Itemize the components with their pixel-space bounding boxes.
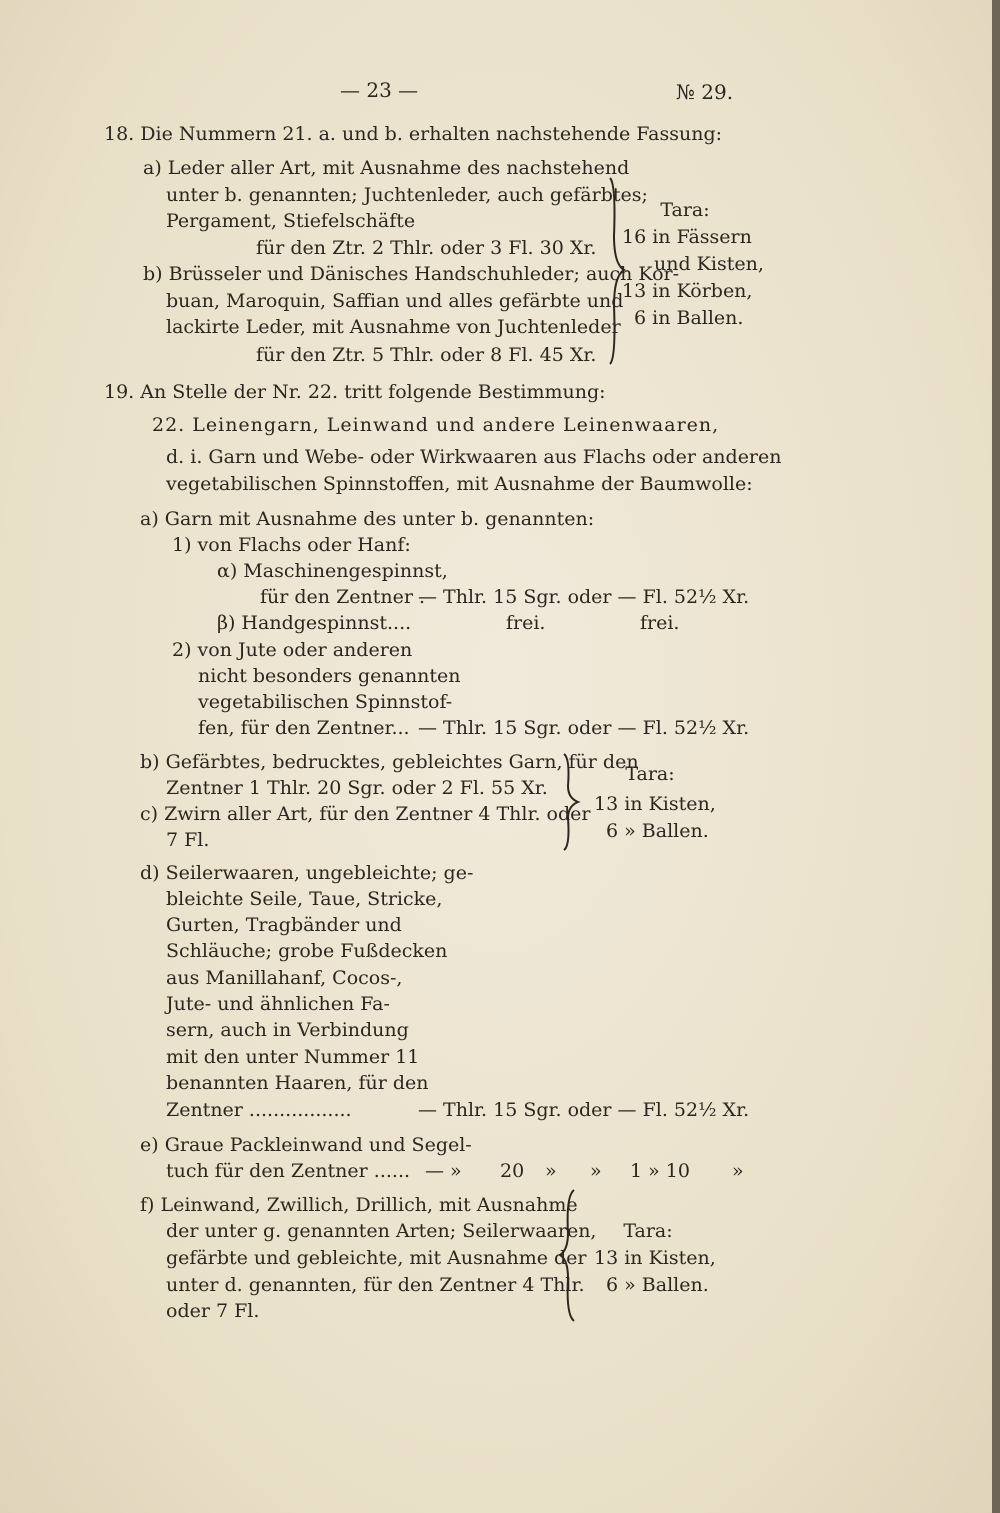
s19-d-line-10: Zentner ................. [166, 1099, 352, 1121]
s18-a-line-1: a) Leder aller Art, mit Ausnahme des nachstehend [143, 157, 630, 179]
s19-intro-1: d. i. Garn und Webe- oder Wirkwaaren aus Flachs oder anderen [166, 446, 782, 468]
s18-tara-line-2: und Kisten, [654, 253, 764, 275]
s18-b-line-4: für den Ztr. 5 Thlr. oder 8 Fl. 45 Xr. [256, 344, 597, 366]
s19-bc-tara-2: 6 » Ballen. [606, 820, 709, 842]
s19-d-line-6: Jute- und ähnlichen Fa- [166, 993, 390, 1015]
s18-a-line-4: für den Ztr. 2 Thlr. oder 3 Fl. 30 Xr. [256, 237, 597, 259]
section-19-heading: 19. An Stelle der Nr. 22. tritt folgende Bestimmung: [104, 381, 606, 403]
s18-tara-line-4: 6 in Ballen. [634, 307, 744, 329]
s19-e-rate-3: » [545, 1160, 557, 1182]
s19-f-line-5: oder 7 Fl. [166, 1300, 260, 1322]
s18-b-line-2: buan, Maroquin, Saffian und alles gefärbte und [166, 290, 624, 312]
s18-tara-label: Tara: [660, 199, 710, 221]
s19-a1-alpha: α) Maschinengespinnst, [217, 560, 448, 582]
s19-a2-rate: — Thlr. 15 Sgr. oder — Fl. 52½ Xr. [418, 717, 750, 739]
s19-a-heading: a) Garn mit Ausnahme des unter b. genannten: [140, 508, 595, 530]
s19-a2-line-2: nicht besonders genannten [198, 665, 461, 687]
s19-bc-tara-brace [556, 752, 586, 852]
s19-d-line-7: sern, auch in Verbindung [166, 1019, 409, 1041]
s19-e-rate-2: 20 [500, 1160, 525, 1182]
s19-b-line-1: b) Gefärbtes, bedrucktes, gebleichtes Garn, für den [140, 751, 639, 773]
s19-e-rate-5: 1 » 10 [630, 1160, 690, 1182]
s19-b-line-2: Zentner 1 Thlr. 20 Sgr. oder 2 Fl. 55 Xr. [166, 777, 548, 799]
s19-f-line-1: f) Leinwand, Zwillich, Drillich, mit Ausnahme [140, 1194, 578, 1216]
s19-f-tara-1: 13 in Kisten, [594, 1247, 716, 1269]
s19-a1-beta-frei-1: frei. [506, 612, 546, 634]
s19-d-line-4: Schläuche; grobe Fußdecken [166, 940, 448, 962]
s19-a1-alpha-unit: für den Zentner . [260, 586, 426, 608]
s19-e-rate-1: — » [425, 1160, 462, 1182]
s19-e-line-1: e) Graue Packleinwand und Segel- [140, 1134, 472, 1156]
s19-d-line-3: Gurten, Tragbänder und [166, 914, 402, 936]
s19-a1-beta: β) Handgespinnst.... [217, 612, 412, 634]
s19-e-rate-6: » [732, 1160, 744, 1182]
s19-title: 22. Leinengarn, Leinwand und andere Leinenwaaren, [152, 414, 720, 436]
section-18-heading: 18. Die Nummern 21. a. und b. erhalten nachstehende Fassung: [104, 123, 723, 145]
s19-f-tara-2: 6 » Ballen. [606, 1274, 709, 1296]
s19-f-tara-brace [556, 1188, 586, 1323]
s18-tara-line-3: 13 in Körben, [622, 280, 753, 302]
s18-a-line-2: unter b. genannten; Juchtenleder, auch gefärbtes; [166, 184, 648, 206]
s19-c-line-2: 7 Fl. [166, 829, 210, 851]
s19-f-line-2: der unter g. genannten Arten; Seilerwaaren, [166, 1220, 597, 1242]
page-number: — 23 — [340, 78, 419, 102]
s19-d-line-5: aus Manillahanf, Cocos-, [166, 967, 403, 989]
s19-d-line-2: bleichte Seile, Taue, Stricke, [166, 888, 443, 910]
s19-intro-2: vegetabilischen Spinnstoffen, mit Ausnahme der Baumwolle: [166, 473, 753, 495]
s19-bc-tara-label: Tara: [625, 763, 675, 785]
s19-e-rate-4: » [590, 1160, 602, 1182]
s19-a1: 1) von Flachs oder Hanf: [172, 534, 411, 556]
s19-f-tara-label: Tara: [623, 1220, 673, 1242]
s18-tara-line-1: 16 in Fässern [622, 226, 752, 248]
s19-d-line-1: d) Seilerwaaren, ungebleichte; ge- [140, 862, 474, 884]
s18-b-line-1: b) Brüsseler und Dänisches Handschuhleder; auch Kor- [143, 263, 680, 285]
issue-number: № 29. [676, 80, 734, 104]
s19-e-line-2: tuch für den Zentner ...... [166, 1160, 411, 1182]
s19-a2-line-3: vegetabilischen Spinnstof- [198, 691, 453, 713]
s19-a1-beta-frei-2: frei. [640, 612, 680, 634]
s19-d-rate: — Thlr. 15 Sgr. oder — Fl. 52½ Xr. [418, 1099, 750, 1121]
page-edge [992, 0, 1000, 1513]
s19-f-line-3: gefärbte und gebleichte, mit Ausnahme der [166, 1247, 587, 1269]
s18-b-line-3: lackirte Leder, mit Ausnahme von Juchtenleder [166, 316, 621, 338]
s19-a1-alpha-rate: — Thlr. 15 Sgr. oder — Fl. 52½ Xr. [418, 586, 750, 608]
s19-a2-line-1: 2) von Jute oder anderen [172, 639, 413, 661]
s19-c-line-1: c) Zwirn aller Art, für den Zentner 4 Thlr. oder [140, 803, 591, 825]
s19-a2-line-4: fen, für den Zentner... [198, 717, 410, 739]
s19-d-line-9: benannten Haaren, für den [166, 1072, 429, 1094]
s19-d-line-8: mit den unter Nummer 11 [166, 1046, 420, 1068]
s18-a-line-3: Pergament, Stiefelschäfte [166, 210, 416, 232]
s19-f-line-4: unter d. genannten, für den Zentner 4 Thlr. [166, 1274, 585, 1296]
s19-bc-tara-1: 13 in Kisten, [594, 793, 716, 815]
